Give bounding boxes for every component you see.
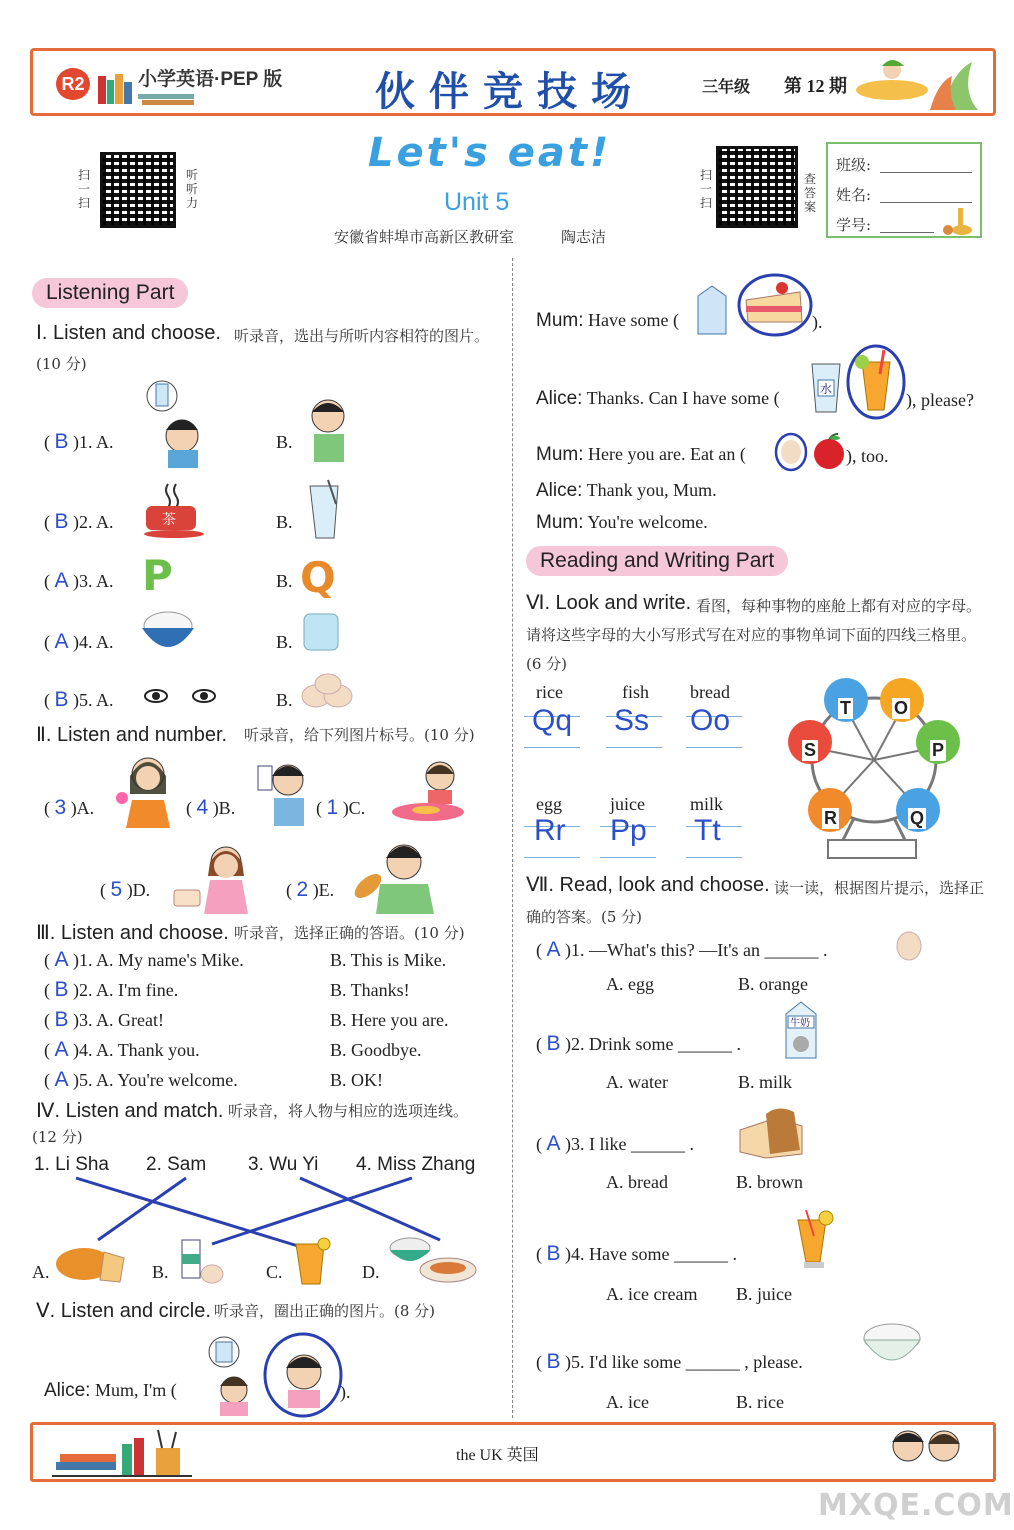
s1-item-4-b: B. bbox=[276, 632, 293, 652]
id-label: 学号: bbox=[836, 216, 872, 234]
answer[interactable]: A bbox=[546, 938, 561, 961]
s1-item-5: ( B )5. A. bbox=[44, 688, 114, 711]
word-rice: rice bbox=[536, 682, 563, 702]
cabin-letter-r: R bbox=[824, 808, 837, 828]
s2-item-a: ( 3 )A. bbox=[44, 796, 95, 819]
s4-option-a: A. bbox=[32, 1262, 50, 1282]
letter-q-image bbox=[300, 550, 336, 602]
listening-part-pill: Listening Part bbox=[32, 278, 188, 308]
letters-juice: Pp bbox=[610, 814, 647, 847]
person-li-sha: 1. Li Sha bbox=[34, 1154, 109, 1175]
letters-egg: Rr bbox=[534, 814, 566, 847]
s7-item-2-a: A. water bbox=[606, 1072, 668, 1092]
answer[interactable]: A bbox=[54, 948, 69, 971]
footer-text: the UK 英国 bbox=[456, 1447, 539, 1464]
water-glass-image bbox=[306, 478, 342, 540]
class-field[interactable] bbox=[880, 172, 972, 173]
answer[interactable]: B bbox=[546, 1032, 561, 1055]
dialogue-line-6: Mum: You're welcome. bbox=[536, 512, 708, 533]
boy-thinking-water-image bbox=[136, 380, 212, 468]
svg-text:牛奶: 牛奶 bbox=[790, 1018, 810, 1029]
s1-heading: Ⅰ. Listen and choose. bbox=[36, 322, 221, 344]
s7-item-1: ( A )1. —What's this? —It's an ______ . bbox=[536, 938, 828, 961]
books-icon bbox=[96, 70, 136, 106]
juice-hint-image bbox=[792, 1206, 836, 1272]
answer[interactable]: B bbox=[546, 1350, 561, 1373]
rice-hint-image bbox=[860, 1318, 924, 1374]
girl-icecream-image bbox=[114, 754, 178, 830]
s7-item-3-a: A. bread bbox=[606, 1172, 668, 1192]
letters-bread: Oo bbox=[690, 704, 731, 737]
water-glass-label-image bbox=[808, 360, 844, 414]
s3-item-5: ( A )5. A. You're welcome. bbox=[44, 1068, 238, 1091]
answer[interactable]: A bbox=[54, 1038, 69, 1061]
s3-heading: Ⅲ. Listen and choose. bbox=[36, 922, 229, 944]
s3-item-5-b: B. OK! bbox=[330, 1070, 383, 1090]
word-milk: milk bbox=[690, 794, 724, 814]
bread-hint-image bbox=[736, 1104, 804, 1160]
s1-item-5-b: B. bbox=[276, 690, 293, 710]
s2-instructions: 听录音，给下列图片标号。(10 分) bbox=[244, 726, 475, 744]
dialogue-line-4: Mum: Here you are. Eat an ( bbox=[536, 444, 746, 465]
giraffe-icon bbox=[940, 206, 976, 236]
apple-image bbox=[810, 432, 848, 470]
s7-item-2-b: B. milk bbox=[738, 1072, 793, 1092]
svg-text:茶: 茶 bbox=[162, 512, 176, 528]
s7-item-2: ( B )2. Drink some ______ . bbox=[536, 1032, 741, 1055]
girl-thirsty-image bbox=[188, 1334, 258, 1416]
cabin-letter-s: S bbox=[804, 740, 817, 760]
s2-item-e: ( 2 )E. bbox=[286, 878, 335, 901]
column-divider bbox=[512, 258, 513, 1418]
author-org: 安徽省蚌埠市高新区教研室 bbox=[334, 228, 515, 246]
s3-item-3-b: B. Here you are. bbox=[330, 1010, 449, 1030]
s7-item-4-b: B. juice bbox=[736, 1284, 792, 1304]
s3-item-2: ( B )2. A. I'm fine. bbox=[44, 978, 179, 1001]
s6-instructions: 看图，每种事物的座舱上都有对应的字母。请将这些字母的大小写形式写在对应的事物单词下面的四线三格里。(6 分) bbox=[526, 597, 982, 673]
s3-item-3: ( B )3. A. Great! bbox=[44, 1008, 164, 1031]
reading-part-pill: Reading and Writing Part bbox=[526, 546, 788, 576]
s4-option-d: D. bbox=[362, 1262, 380, 1282]
dialogue-line-4-end: ), too. bbox=[846, 446, 889, 466]
juice-image-circled[interactable] bbox=[846, 344, 908, 420]
cabin-letter-o: O bbox=[894, 698, 909, 718]
answer[interactable]: 5 bbox=[110, 878, 123, 901]
answer[interactable]: 1 bbox=[326, 796, 339, 819]
answer[interactable]: B bbox=[54, 430, 69, 453]
answer[interactable]: 3 bbox=[54, 796, 67, 819]
rice-fish-image bbox=[388, 1234, 480, 1286]
girl-table-image bbox=[390, 758, 470, 826]
s7-instructions: 读一读，根据图片提示，选择正确的答案。(5 分) bbox=[526, 879, 985, 926]
grade-badge: R2 bbox=[56, 68, 90, 100]
answer[interactable]: B bbox=[54, 510, 69, 533]
word-bread: bread bbox=[690, 682, 730, 702]
qr-left-label: 听听力 bbox=[186, 168, 199, 210]
answer[interactable]: B bbox=[54, 688, 69, 711]
milk-carton-image bbox=[692, 284, 732, 338]
qr-left-scan-label: 扫一扫 bbox=[78, 168, 91, 210]
qr-right-scan-label: 扫一扫 bbox=[700, 168, 713, 210]
qr-right-label: 查答案 bbox=[804, 172, 817, 214]
dialogue-line-2: Mum: Have some ( bbox=[536, 310, 679, 331]
svg-text:Q: Q bbox=[300, 553, 336, 602]
girl-cake-image bbox=[170, 840, 254, 916]
word-fish: fish bbox=[622, 682, 649, 702]
dialogue-line-3-end: ), please? bbox=[906, 390, 974, 410]
lesson-title: Let's eat! bbox=[368, 130, 612, 176]
s2-item-c: ( 1 )C. bbox=[316, 796, 366, 819]
dialogue-line-1: Alice: Mum, I'm ( bbox=[44, 1380, 177, 1401]
answer[interactable]: B bbox=[54, 1008, 69, 1031]
egg-image-circled[interactable] bbox=[774, 432, 808, 472]
answer[interactable]: B bbox=[546, 1242, 561, 1265]
s7-item-3-b: B. brown bbox=[736, 1172, 803, 1192]
children-illustration bbox=[882, 1424, 972, 1480]
cabin-letter-p: P bbox=[932, 740, 945, 760]
letters-milk: Tt bbox=[694, 814, 721, 847]
bread-image bbox=[54, 1240, 126, 1284]
answer[interactable]: B bbox=[54, 978, 69, 1001]
s2-heading: Ⅱ. Listen and number. bbox=[36, 724, 228, 746]
name-field[interactable] bbox=[880, 202, 972, 203]
milk-eggs-image bbox=[178, 1236, 228, 1286]
class-label: 班级: bbox=[836, 156, 872, 174]
answer[interactable]: A bbox=[54, 630, 69, 653]
s7-item-5-a: A. ice bbox=[606, 1392, 649, 1412]
eggs-image bbox=[298, 670, 358, 710]
word-egg: egg bbox=[536, 794, 562, 814]
id-field[interactable] bbox=[880, 232, 934, 233]
newspaper-title: 伙伴竞技场 bbox=[375, 68, 645, 115]
s3-item-2-b: B. Thanks! bbox=[330, 980, 410, 1000]
svg-text:水: 水 bbox=[820, 382, 833, 396]
s7-item-5: ( B )5. I'd like some ______ , please. bbox=[536, 1350, 803, 1373]
s7-item-4: ( B )4. Have some ______ . bbox=[536, 1242, 737, 1265]
s3-item-4-b: B. Goodbye. bbox=[330, 1040, 422, 1060]
rice-bowl-image bbox=[140, 606, 196, 658]
s6-heading: Ⅵ. Look and write. bbox=[526, 592, 692, 614]
s1-item-2-b: B. bbox=[276, 512, 293, 532]
person-wu-yi: 3. Wu Yi bbox=[248, 1154, 319, 1175]
s7-item-1-b: B. orange bbox=[738, 974, 808, 994]
dialogue-line-3: Alice: Thanks. Can I have some ( bbox=[536, 388, 780, 409]
letters-rice: Qq bbox=[532, 704, 573, 737]
dialogue-line-2-end: ). bbox=[812, 312, 823, 332]
cabin-letter-t: T bbox=[840, 698, 851, 718]
s7-item-4-a: A. ice cream bbox=[606, 1284, 698, 1304]
boy-milk-image bbox=[254, 760, 312, 826]
books-pencils-icon bbox=[52, 1428, 192, 1478]
juice-glass-image bbox=[292, 1236, 332, 1286]
stack-icon bbox=[138, 92, 198, 108]
answer[interactable]: A bbox=[54, 569, 69, 592]
s1-item-3: ( A )3. A. bbox=[44, 569, 114, 592]
answer[interactable]: 4 bbox=[196, 796, 209, 819]
cabin-letter-q: Q bbox=[910, 808, 925, 828]
s2-item-d: ( 5 )D. bbox=[100, 878, 151, 901]
qr-code-answers[interactable] bbox=[716, 146, 798, 228]
answer[interactable]: 2 bbox=[296, 878, 309, 901]
s1-item-4: ( A )4. A. bbox=[44, 630, 114, 653]
s4-instructions: 听录音，将人物与相应的选项连线。 bbox=[228, 1102, 469, 1120]
letters-fish: Ss bbox=[614, 704, 650, 737]
qr-code-listening[interactable] bbox=[100, 152, 176, 228]
s1-item-1: ( B )1. A. bbox=[44, 430, 114, 453]
s3-item-4: ( A )4. A. Thank you. bbox=[44, 1038, 200, 1061]
s5-heading: Ⅴ. Listen and circle. bbox=[36, 1300, 211, 1322]
ferris-wheel-image bbox=[784, 668, 964, 864]
s4-heading: Ⅳ. Listen and match. bbox=[36, 1100, 224, 1122]
egg-hint-image bbox=[894, 930, 924, 962]
s3-item-1: ( A )1. A. My name's Mike. bbox=[44, 948, 244, 971]
s5-instructions: 听录音，圈出正确的图片。(8 分) bbox=[214, 1302, 436, 1320]
answer[interactable]: A bbox=[546, 1132, 561, 1155]
milk-hint-image bbox=[780, 1000, 822, 1060]
s4-score: (12 分) bbox=[32, 1128, 83, 1146]
person-sam: 2. Sam bbox=[146, 1154, 207, 1175]
s4-option-b: B. bbox=[152, 1262, 169, 1282]
s7-item-3: ( A )3. I like ______ . bbox=[536, 1132, 694, 1155]
watermark: MXQE.COM bbox=[818, 1488, 1014, 1523]
issue-label: 第 12 期 bbox=[784, 76, 847, 96]
grade-label: 三年级 bbox=[702, 79, 751, 96]
girl-hungry-image-circled[interactable] bbox=[262, 1332, 344, 1418]
boy-bread-image bbox=[350, 838, 440, 914]
ice-cube-image bbox=[300, 608, 342, 654]
dialogue-line-1-end: ). bbox=[340, 1382, 351, 1402]
s1-instructions: 听录音，选出与所听内容相符的图片。(10 分) bbox=[36, 327, 490, 373]
s2-item-b: ( 4 )B. bbox=[186, 796, 236, 819]
s1-item-2: ( B )2. A. bbox=[44, 510, 114, 533]
name-label: 姓名: bbox=[836, 186, 872, 204]
author-name: 陶志洁 bbox=[561, 228, 607, 246]
s7-item-1-a: A. egg bbox=[606, 974, 654, 994]
girl-plane-illustration bbox=[852, 52, 982, 112]
boy-eating-image bbox=[302, 396, 362, 466]
dialogue-line-5: Alice: Thank you, Mum. bbox=[536, 480, 717, 501]
s7-heading: Ⅶ. Read, look and choose. bbox=[526, 874, 770, 896]
svg-text:P: P bbox=[142, 551, 173, 600]
answer[interactable]: A bbox=[54, 1068, 69, 1091]
tea-cup-image bbox=[140, 480, 210, 538]
s7-item-5-b: B. rice bbox=[736, 1392, 784, 1412]
s1-item-1-b: B. bbox=[276, 432, 293, 452]
unit-label: Unit 5 bbox=[444, 188, 510, 216]
person-miss-zhang: 4. Miss Zhang bbox=[356, 1154, 476, 1175]
eyes-image bbox=[144, 686, 220, 706]
s3-instructions: 听录音，选择正确的答语。(10 分) bbox=[234, 924, 465, 942]
s4-option-c: C. bbox=[266, 1262, 283, 1282]
cake-image-circled[interactable] bbox=[736, 272, 814, 338]
letter-p-image bbox=[142, 548, 173, 600]
word-juice: juice bbox=[610, 794, 645, 814]
student-info-box bbox=[826, 142, 982, 238]
s1-item-3-b: B. bbox=[276, 571, 293, 591]
series-name: 小学英语·PEP 版 bbox=[138, 69, 283, 90]
s3-item-1-b: B. This is Mike. bbox=[330, 950, 447, 970]
